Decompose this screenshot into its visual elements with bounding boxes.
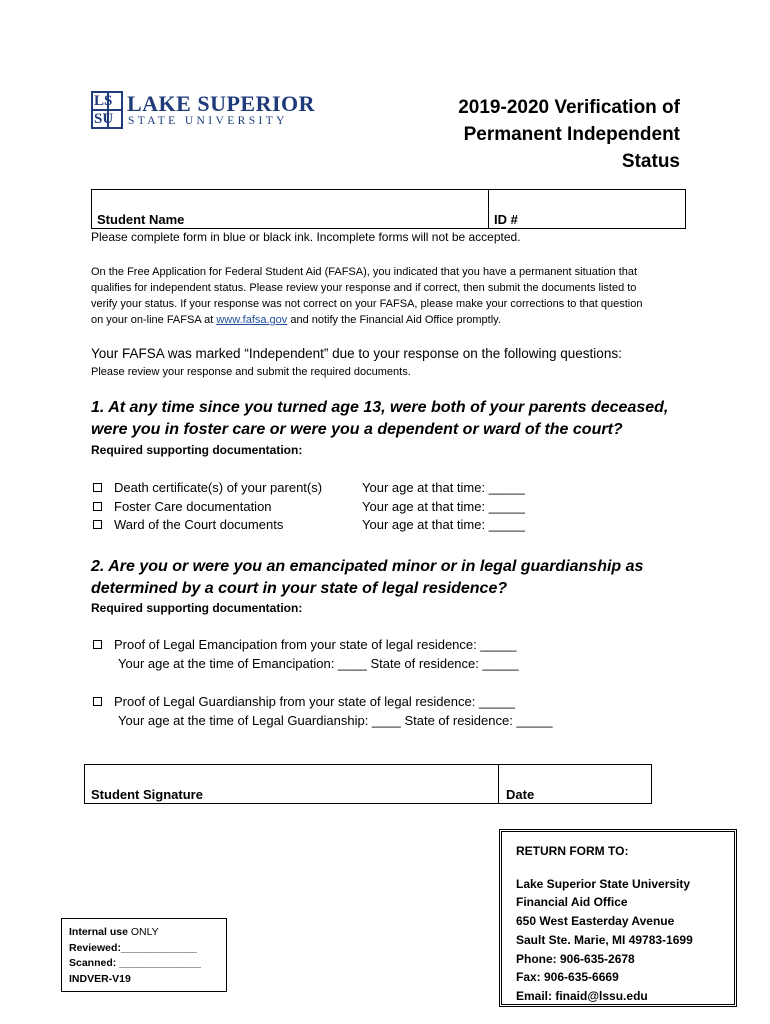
ink-note: Please complete form in blue or black ink. Incomplete forms will not be accepted. — [91, 230, 521, 244]
q2-item-guardianship: Proof of Legal Guardianship from your state of legal residence: _____ — [93, 694, 515, 709]
checkbox[interactable] — [93, 640, 102, 649]
q1-item-foster-care: Foster Care documentation — [93, 499, 272, 514]
q1-age-field[interactable]: Your age at that time: _____ — [362, 499, 525, 514]
checkbox[interactable] — [93, 697, 102, 706]
checkbox[interactable] — [93, 502, 102, 511]
student-id-field[interactable]: ID # — [494, 212, 518, 227]
internal-use-box: Internal use ONLY Reviewed:_____________ Scanned: ______________ INDVER-V19 — [61, 918, 227, 992]
logo-mark-bottom: SU — [94, 111, 114, 127]
university-logo — [91, 91, 321, 131]
fax-number: Fax: 906-635-6669 — [516, 970, 619, 985]
checkbox[interactable] — [93, 520, 102, 529]
q2-emancipation-details[interactable]: Your age at the time of Emancipation: ____ State of residence: _____ — [118, 656, 519, 671]
q1-item-ward-of-court: Ward of the Court documents — [93, 517, 283, 532]
logo-mark-top: LS — [94, 93, 113, 109]
marked-heading: Your FAFSA was marked “Independent” due to your response on the following questions: — [91, 346, 622, 361]
logo-name: LAKE SUPERIOR — [127, 91, 316, 116]
question-2: 2. Are you or were you an emancipated minor or in legal guardianship as determined by a court in your state of legal residence? — [91, 558, 644, 597]
intro-paragraph: On the Free Application for Federal Student Aid (FAFSA), you indicated that you have a permanent situation that qualifies for independent status. Please review your response and if correct, then submit the documents listed to verify your status. If your response was not correct on your FAFSA, please make your corrections to that question on your on-line FAFSA at www.fafsa.gov and notify the Financial Aid Office promptly. — [91, 266, 643, 326]
student-info-box — [91, 189, 686, 229]
form-code: INDVER-V19 — [69, 972, 131, 985]
student-signature-field[interactable]: Student Signature — [91, 787, 203, 802]
student-name-field[interactable]: Student Name — [97, 212, 185, 227]
signature-box — [84, 764, 652, 804]
checkbox[interactable] — [93, 483, 102, 492]
q2-required-label: Required supporting documentation: — [91, 601, 303, 615]
q2-item-emancipation: Proof of Legal Emancipation from your state of legal residence: _____ — [93, 637, 517, 652]
date-field[interactable]: Date — [506, 787, 535, 802]
form-title: 2019-2020 Verification of Permanent Independent Status — [458, 97, 680, 172]
marked-subheading: Please review your response and submit the required documents. — [91, 366, 411, 378]
email-address: Email: finaid@lssu.edu — [516, 988, 648, 1003]
return-address-box: RETURN FORM TO: Lake Superior State University Financial Aid Office 650 West Easterday Avenue Sault Ste. Marie, MI 49783-1699 Phone: 906-635-2678 Fax: 906-635-6669 Email: finaid@lssu.edu — [499, 829, 737, 1007]
logo-subtitle: STATE UNIVERSITY — [128, 115, 288, 127]
question-1: 1. At any time since you turned age 13, were both of your parents deceased, were you in foster care or were you a dependent or ward of the court? — [91, 399, 669, 438]
reviewed-field: Reviewed:_____________ — [69, 941, 197, 954]
logo-mark — [91, 91, 123, 129]
q1-age-field[interactable]: Your age at that time: _____ — [362, 517, 525, 532]
phone-number: Phone: 906-635-2678 — [516, 951, 635, 966]
return-heading: RETURN FORM TO: — [516, 844, 629, 858]
fafsa-link[interactable]: www.fafsa.gov — [216, 314, 288, 326]
q2-guardianship-details[interactable]: Your age at the time of Legal Guardianship: ____ State of residence: _____ — [118, 713, 553, 728]
q1-required-label: Required supporting documentation: — [91, 443, 303, 457]
q1-age-field[interactable]: Your age at that time: _____ — [362, 480, 525, 495]
q1-item-death-certificate: Death certificate(s) of your parent(s) — [93, 480, 322, 495]
scanned-field: Scanned: ______________ — [69, 957, 201, 969]
